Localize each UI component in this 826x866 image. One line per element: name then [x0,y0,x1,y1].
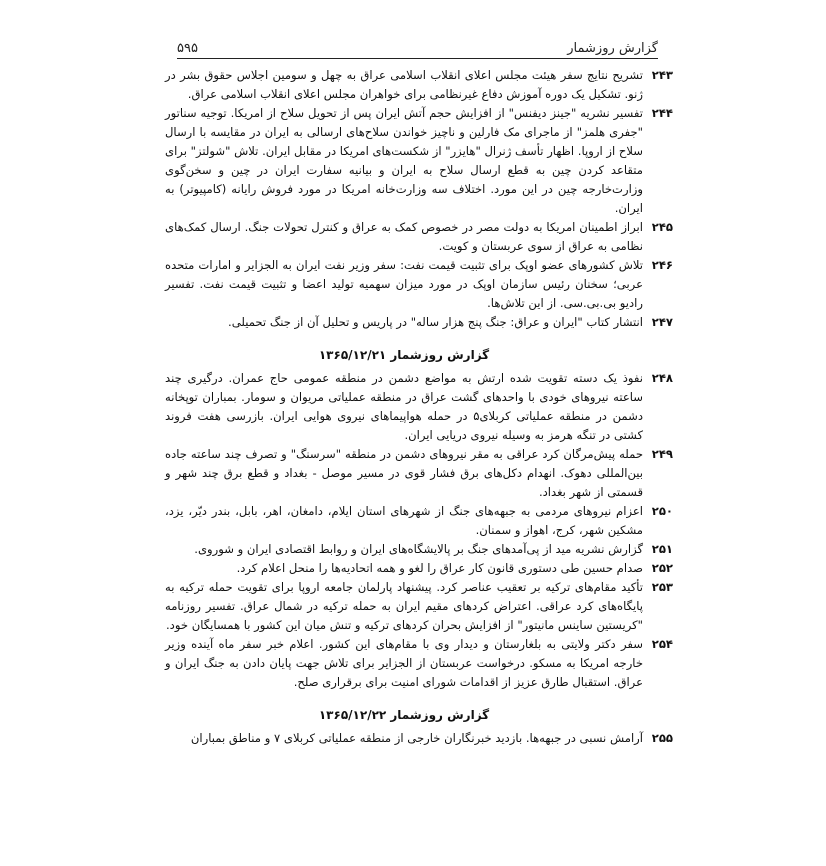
entry-250 [165,502,673,540]
entry-number: ۲۵۱ [651,542,673,556]
entry-text: حمله پیش‌مرگان کرد عراقی به مقر نیروهای دشمن در منطقه "سرسنگ" و تصرف چند ساعته جاده بین‌المللی دهوک. انهدام دکل‌های برق فشار قوی در مسیر موصل - بغداد و قطع برق چند شهر و قسمتی از شهر بغداد. [165,447,643,499]
entry-number: ۲۴۶ [651,258,673,272]
entry-244 [165,104,673,218]
entry-253 [165,578,673,635]
entry-number: ۲۴۸ [651,371,673,385]
entry-text: تلاش کشورهای عضو اوپک برای تثبیت قیمت نفت: سفر وزیر نفت ایران به الجزایر و امارات متحده عربی؛ سخنان رئیس سازمان اوپک در مورد میزان سهمیه تولید اعضا و تثبیت قیمت نفت. تفسیر رادیو بی.بی.سی. از این تلاش‌ها. [165,258,643,310]
entry-number: ۲۴۹ [651,447,673,461]
entry-text: آرامش نسبی در جبهه‌ها. بازدید خبرنگاران خارجی از منطقه عملیاتی کربلای ۷ و مناطق بمباران [190,731,643,745]
entry-251 [165,540,673,559]
entry-248 [165,369,673,445]
entry-text: ابراز اطمینان امریکا به دولت مصر در خصوص کمک به عراق و کنترل تحولات جنگ. ارسال کمک‌های نظامی به عراق از سوی عربستان و کویت. [165,220,643,253]
entry-number: ۲۵۲ [651,561,673,575]
entry-number: ۲۵۰ [651,504,673,518]
entry-text: گزارش نشریه مید از پی‌آمدهای جنگ بر پالایشگاه‌های ایران و روابط اقتصادی ایران و شوروی. [194,542,643,556]
header-rule [177,58,658,59]
entry-number: ۲۴۴ [651,106,673,120]
section-continuation [165,66,673,332]
entry-number: ۲۵۳ [651,580,673,594]
entry-text: نفوذ یک دسته تقویت شده ارتش به مواضع دشمن در منطقه عمومی حاج عمران. درگیری چند ساعته نیروهای خودی با واحدهای گشت عراق در منطقه عملیاتی مریوان و سومار. بمباران توپخانه دشمن در منطقه عملیاتی کربلای۵ در حمله هواپیماهای نیروی هوایی ایران. بازرسی هفت فروند کشتی در تنگه هرمز به وسیله نیروی دریایی ایران. [165,371,643,442]
entry-245 [165,218,673,256]
entry-247 [165,313,673,332]
entry-246 [165,256,673,313]
entry-text: تفسیر نشریه "جینز دیفنس" از افزایش حجم آتش ایران پس از تحویل سلاح از امریکا. توجیه سناتور "جفری هلمز" از ماجرای مک فارلین و ناچیز خواندن سلاح‌های ارسالی به ایران در مقایسه با ارسال سلاح از اروپا. اظهار تأسف ژنرال "هایزر" از شکست‌های امریکا در مقابل ایران. تلاش "شولتز" برای متقاعد کردن چین به قطع ارسال سلاح به ایران و بیانیه سفارت ایران در چین و سخن‌گوی وزارت‌خارجه چین در این مورد. اختلاف سه وزارت‌خانه امریکا در مورد فروش رایانه (کامپیوتر) به ایران. [165,106,643,215]
entry-number: ۲۵۵ [651,731,673,745]
section-heading: گزارش روزشمار ۱۳۶۵/۱۲/۲۲ [318,708,490,722]
entry-text: سفر دکتر ولایتی به بلغارستان و دیدار وی با مقام‌های این کشور. اعلام خبر سفر ماه آینده وزیر خارجه امریکا به مسکو. درخواست عربستان از الجزایر برای تلاش جهت پایان دادن به جنگ ایران و عراق. استقبال طارق عزیز از اقدامات شورای امنیت برای برقراری صلح. [165,637,643,689]
entry-249 [165,445,673,502]
section-1365-12-21 [165,346,673,692]
running-title: گزارش روزشمار [567,41,658,56]
entry-text: تشریح نتایج سفر هیئت مجلس اعلای انقلاب اسلامی عراق به چهل و سومین اجلاس حقوق بشر در ژنو. تشکیل یک دوره آموزش دفاع غیرنظامی برای خواهران مجلس اعلای انقلاب اسلامی عراق. [165,68,643,101]
entry-number: ۲۵۴ [651,637,673,651]
entry-text: اعزام نیروهای مردمی به جبهه‌های جنگ از شهرهای استان ایلام، دامغان، اهر، بابل، بندر دیّر، یزد، مشکین شهر، کرج، اهواز و سمنان. [165,504,643,537]
section-1365-12-22 [165,706,673,748]
entry-243 [165,66,673,104]
page-number: ۵۹۵ [177,41,198,56]
entry-252 [165,559,673,578]
entry-text: انتشار کتاب "ایران و عراق: جنگ پنج هزار ساله" در پاریس و تحلیل آن از جنگ تحمیلی. [228,315,643,329]
document-body [165,66,673,748]
entry-text: صدام حسین طی دستوری قانون کار عراق را لغو و همه اتحادیه‌ها را منحل اعلام کرد. [236,561,643,575]
section-heading: گزارش روزشمار ۱۳۶۵/۱۲/۲۱ [318,348,490,362]
entry-255 [165,729,673,748]
entry-number: ۲۴۳ [651,68,673,82]
running-header [177,34,658,56]
entry-number: ۲۴۷ [651,315,673,329]
entry-text: تأکید مقام‌های ترکیه بر تعقیب عناصر کرد. پیشنهاد پارلمان جامعه اروپا برای تقویت حمله ترکیه به پایگاه‌های کرد عراقی. اعتراض کردهای مقیم ایران به حمله ترکیه در شمال عراق. تفسیر روزنامه "کریستین ساینس مانیتور" از افزایش بحران کردهای ترکیه و تنش میان این کشور با همسایگان خود. [165,580,643,632]
entry-254 [165,635,673,692]
entry-number: ۲۴۵ [651,220,673,234]
